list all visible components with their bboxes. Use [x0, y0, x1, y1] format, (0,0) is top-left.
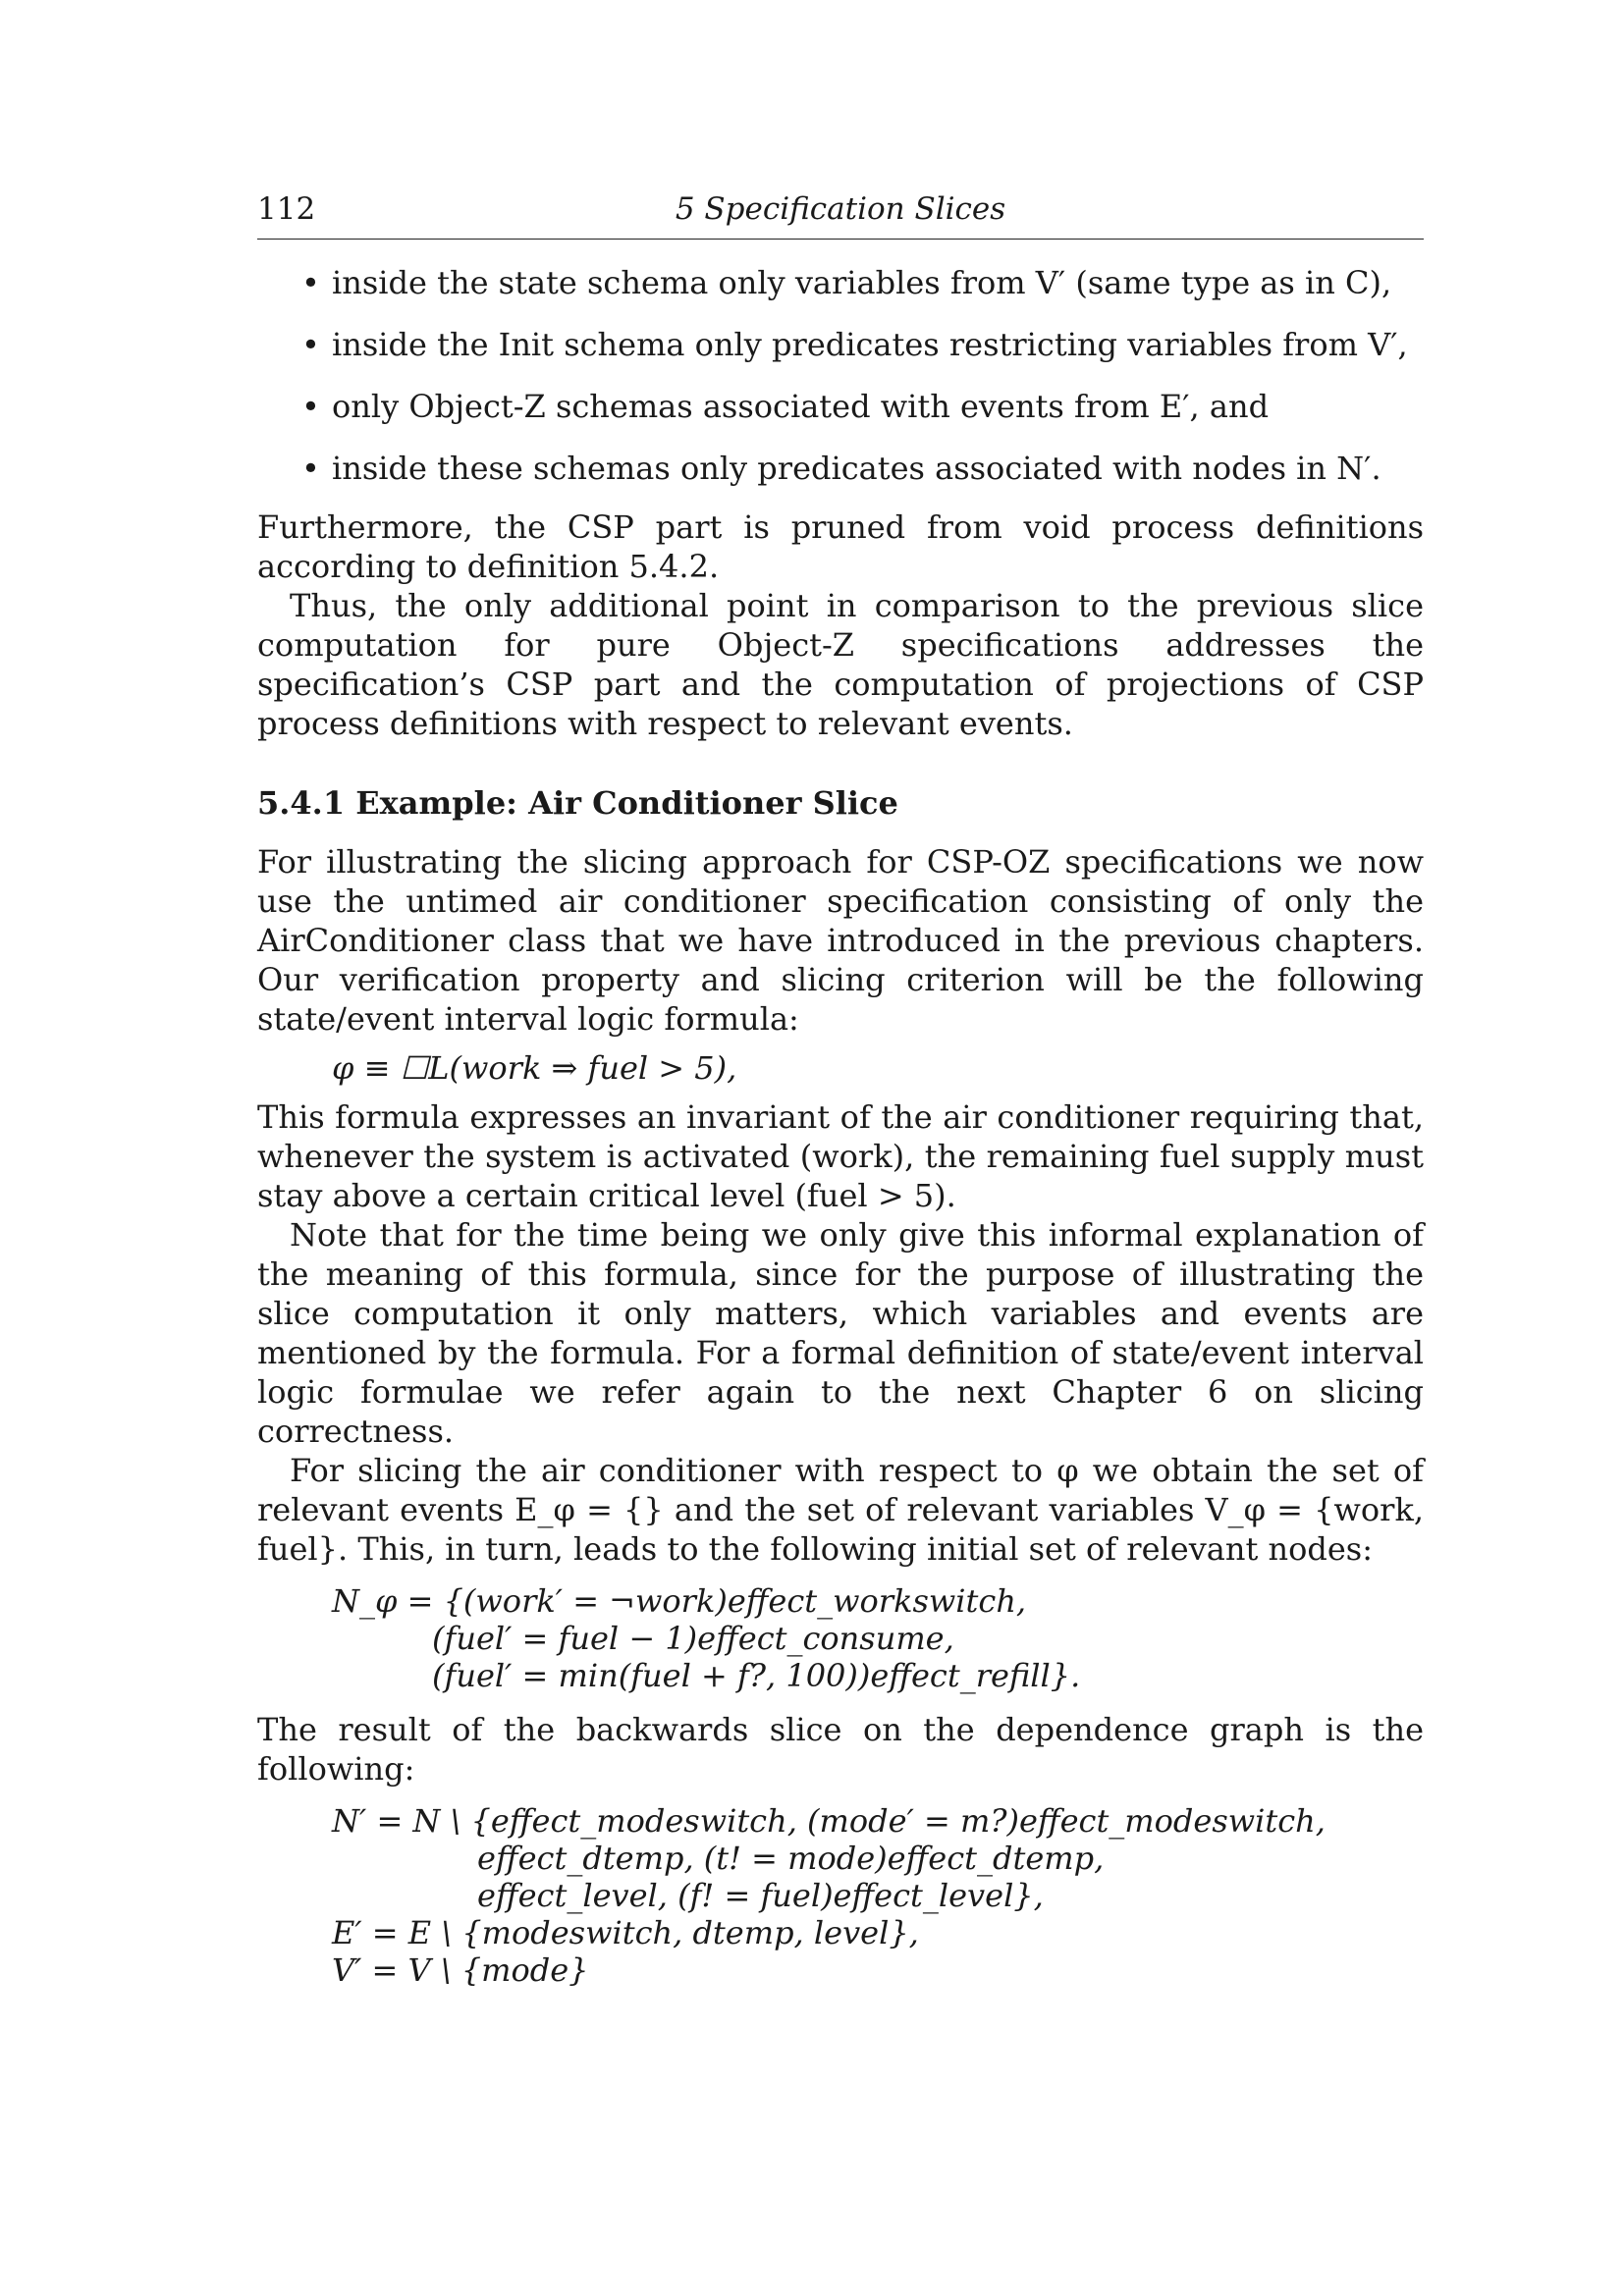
bullet-icon: •: [301, 388, 320, 425]
paragraph: Note that for the time being we only give this informal explanation of the meaning of this formula, since for the purpose of illustrating the slice computation it only matters, which variables and events are mentioned by the formula. For a formal definition of state/event interval logic formulae we refer again to the next Chapter 6 on slicing correctness.: [257, 1216, 1424, 1450]
equation-line: N′ = N \ {effect_modeswitch, (mode′ = m?)effect_modeswitch,: [332, 1802, 1326, 1840]
page: [257, 191, 1424, 2004]
slice-result-display: [257, 1802, 1424, 1989]
bullet-icon: •: [301, 450, 320, 487]
equation-line: effect_dtemp, (t! = mode)effect_dtemp,: [477, 1840, 1105, 1877]
equation-line: (fuel′ = min(fuel + f?, 100))effect_refill}.: [432, 1657, 1081, 1694]
equation-line: V′ = V \ {mode}: [332, 1951, 589, 1989]
formula-display: [257, 1048, 1424, 1088]
list-item: • only Object-Z schemas associated with events from E′, and: [301, 388, 1270, 425]
equation-line: N_φ = {(work′ = ¬work)effect_workswitch,: [332, 1582, 1027, 1620]
paragraph: For slicing the air conditioner with respect to φ we obtain the set of relevant events E_φ = {} and the set of relevant variables V_φ = {work, fuel}. This, in turn, leads to the following initial set of relevant nodes:: [257, 1452, 1424, 1568]
paragraph: Thus, the only additional point in comparison to the previous slice computation for pure Object-Z specifications addresses the specification’s CSP part and the computation of projections of CSP process definitions with respect to relevant events.: [257, 587, 1424, 742]
list-item: • inside the state schema only variables from V′ (same type as in C),: [301, 264, 1392, 301]
running-header: [257, 191, 1424, 240]
page-number: 112: [257, 191, 316, 227]
list-item: • inside these schemas only predicates associated with nodes in N′.: [301, 450, 1381, 487]
equation-line: (fuel′ = fuel − 1)effect_consume,: [432, 1620, 954, 1657]
equation-line: effect_level, (f! = fuel)effect_level},: [477, 1877, 1044, 1914]
bullet-icon: •: [301, 326, 320, 363]
paragraph: Furthermore, the CSP part is pruned from void process definitions according to definition 5.4.2.: [257, 508, 1424, 585]
page-body: [257, 263, 1424, 1989]
relevant-nodes-display: [257, 1582, 1424, 1694]
formula: φ ≡ ☐L(work ⇒ fuel > 5),: [332, 1049, 737, 1087]
bullet-icon: •: [301, 264, 320, 301]
paragraph: The result of the backwards slice on the dependence graph is the following:: [257, 1711, 1424, 1788]
paragraph: This formula expresses an invariant of the air conditioner requiring that, whenever the system is activated (work), the remaining fuel supply must stay above a certain critical level (fuel > 5).: [257, 1098, 1424, 1214]
section-heading: 5.4.1 Example: Air Conditioner Slice: [257, 784, 898, 822]
bullet-list: [257, 263, 1424, 488]
paragraph: For illustrating the slicing approach for CSP-OZ specifications we now use the untimed air conditioner specification consisting of only the AirConditioner class that we have introduced in the previous chapters. Our verification property and slicing criterion will be the following state/event interval logic formula:: [257, 843, 1424, 1038]
equation-line: E′ = E \ {modeswitch, dtemp, level},: [332, 1914, 919, 1951]
list-item: • inside the Init schema only predicates restricting variables from V′,: [301, 326, 1408, 363]
chapter-title: 5 Specification Slices: [675, 191, 1006, 227]
